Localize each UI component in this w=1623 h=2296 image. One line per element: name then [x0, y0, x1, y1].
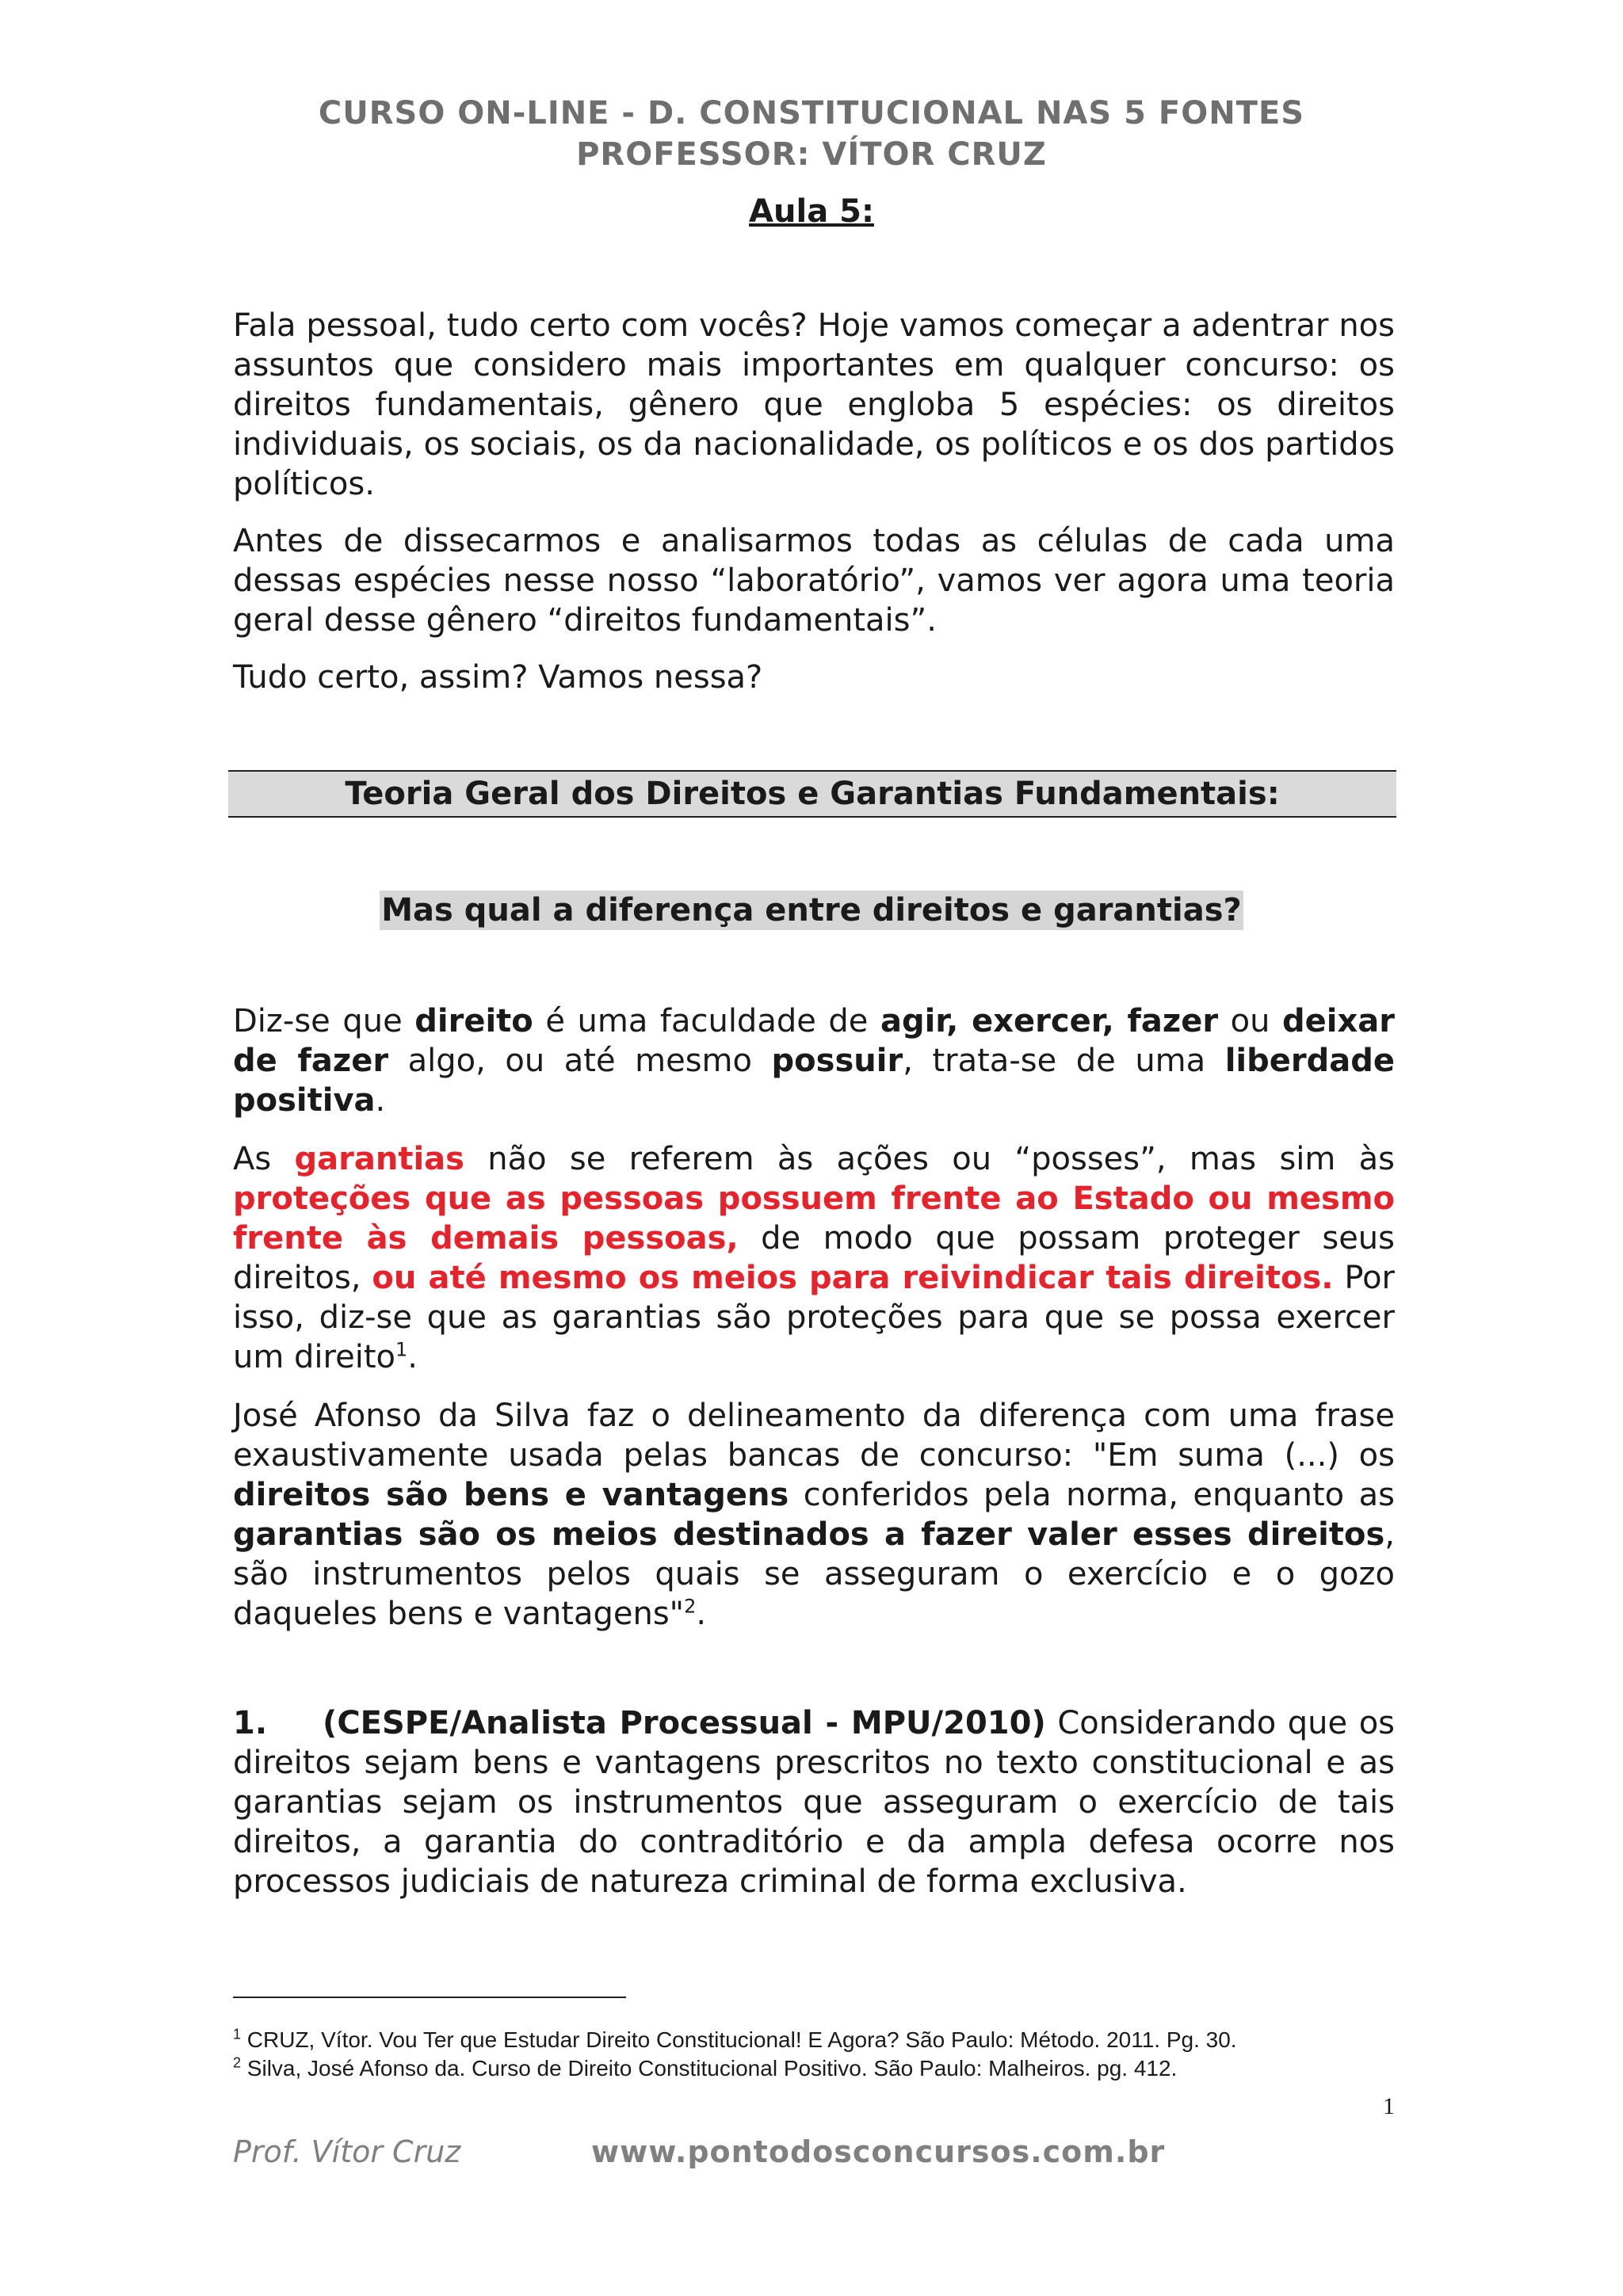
- page-number: 1: [1383, 2093, 1395, 2119]
- footnote-1: $^1$ CRUZ, Vítor. Vou Ter que Estudar Direito Constitucional! E Agora? São Paulo: Método. 2011. Pg. 30.: [233, 2026, 1237, 2052]
- intro-paragraph-3: Tudo certo, assim? Vamos nessa?: [233, 659, 763, 696]
- footnote-divider: [233, 1997, 626, 1998]
- question-text: Considerando que os direitos sejam bens e vantagens prescritos no texto constitucional e as garantias sejam os instrumentos que asseguram o exercício de tais direitos, a garantia do contraditório e da ampla defesa ocorre nos processos judiciais de natureza criminal de forma exclusiva.: [233, 1705, 1396, 1900]
- intro-paragraph-1: Fala pessoal, tudo certo com vocês? Hoje vamos começar a adentrar nos assuntos que considero mais importantes em qualquer concurso: os direitos fundamentais, gênero que engloba 5 espécies: os direitos individuais, os sociais, os da nacionalidade, os políticos e os dos partidos políticos.: [233, 307, 1395, 502]
- paragraph-jose-afonso: José Afonso da Silva faz o delineamento da diferença com uma frase exaustivamente usada pelas bancas de concurso: "Em suma (...) os direitos são bens e vantagens conferidos pela norma, enquanto as garantias são os meios destinados a fazer valer esses direitos, são instrumentos pelos quais se asseguram o exercício e o gozo daqueles bens e vantagens"$^2$.: [233, 1398, 1395, 1632]
- section-title: Teoria Geral dos Direitos e Garantias Fundamentais:: [228, 770, 1396, 818]
- question-source: (CESPE/Analista Processual - MPU/2010): [323, 1705, 1046, 1741]
- footnote-ref-2: 2: [684, 1595, 697, 1618]
- lesson-title: Aula 5:: [749, 193, 874, 230]
- footnote-ref-1: 1: [395, 1338, 408, 1361]
- footnote-2: $^2$ Silva, José Afonso da. Curso de Direito Constitucional Positivo. São Paulo: Malheiros. pg. 412.: [233, 2054, 1178, 2081]
- professor-header: PROFESSOR: VÍTOR CRUZ: [576, 136, 1047, 173]
- question-number: 1.: [233, 1705, 268, 1741]
- intro-paragraph-2: Antes de dissecarmos e analisarmos todas as células de cada uma dessas espécies nesse nosso “laboratório”, vamos ver agora uma teoria geral desse gênero “direitos fundamentais”.: [233, 523, 1395, 639]
- paragraph-garantias: As garantias não se referem às ações ou “posses”, mas sim às proteções que as pessoas possuem frente ao Estado ou mesmo frente às demais pessoas, de modo que possam proteger seus direitos, ou até mesmo os meios para reivindicar tais direitos. Por isso, diz-se que as garantias são proteções para que se possa exercer um direito$^1$.: [233, 1141, 1396, 1375]
- course-header: CURSO ON-LINE - D. CONSTITUCIONAL NAS 5 FONTES: [318, 95, 1305, 132]
- question-heading: [0, 887, 1623, 933]
- question-heading-text: Mas qual a diferença entre direitos e garantias?: [381, 892, 1242, 929]
- footer-website-link[interactable]: www.pontodosconcursos.com.br: [591, 2134, 1166, 2169]
- footer-professor: Prof. Vítor Cruz: [233, 2134, 461, 2169]
- paragraph-direito: Diz-se que direito é uma faculdade de agir, exercer, fazer ou deixar de fazer algo, ou até mesmo possuir, trata-se de uma liberdade positiva.: [233, 1003, 1395, 1119]
- question-1: [233, 1703, 1395, 1901]
